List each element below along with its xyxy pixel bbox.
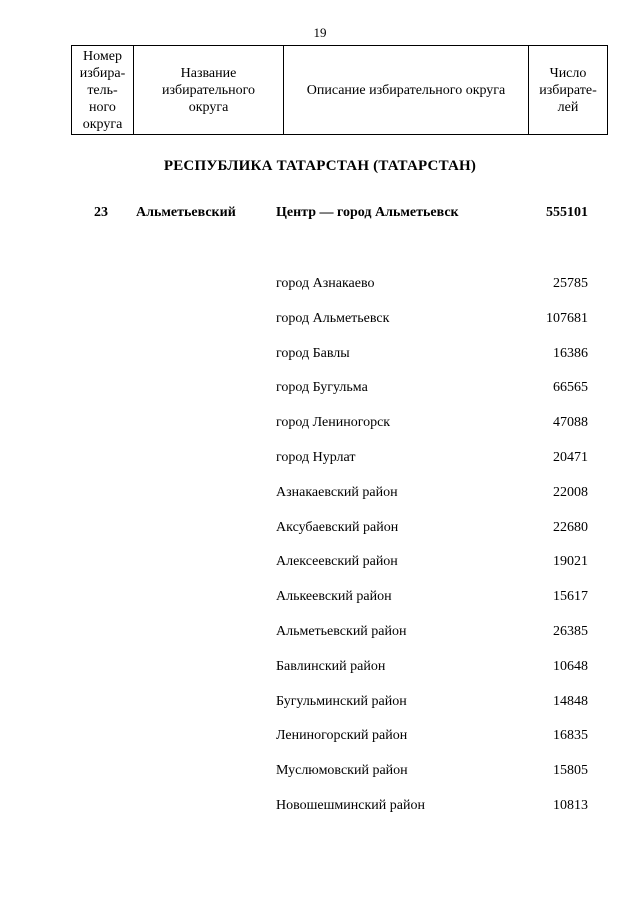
- header-line: избира-: [79, 65, 126, 81]
- district-description: Центр — город Альметьевск: [276, 205, 459, 220]
- entry-voters: 10813: [553, 797, 588, 813]
- entry-voters: 66565: [553, 380, 588, 396]
- entry-name: город Бавлы: [276, 345, 350, 361]
- entry-name: Лениногорский район: [276, 728, 408, 744]
- entry-name: Азнакаевский район: [276, 484, 398, 500]
- list-item: [0, 311, 640, 346]
- list-item: [0, 694, 640, 729]
- region-title: РЕСПУБЛИКА ТАТАРСТАН (ТАТАРСТАН): [163, 158, 477, 174]
- entry-voters: 16835: [553, 728, 588, 744]
- entry-name: Новошешминский район: [276, 797, 425, 813]
- entry-name: город Лениногорск: [276, 415, 391, 431]
- header-line: Число: [549, 65, 587, 81]
- entry-name: Аксубаевский район: [276, 519, 399, 535]
- entry-name: город Нурлат: [276, 449, 356, 465]
- entry-name: Альметьевский район: [276, 623, 407, 639]
- district-number: 23: [94, 205, 108, 220]
- list-item: [0, 276, 640, 311]
- entry-name: Муслюмовский район: [276, 763, 408, 779]
- header-voter-count: [529, 46, 608, 135]
- list-item: [0, 798, 640, 833]
- header-district-number: [72, 46, 134, 135]
- entry-name: Бавлинский район: [276, 658, 386, 674]
- header-line: избирательного: [161, 82, 256, 98]
- entry-list: [0, 276, 640, 833]
- list-item: [0, 520, 640, 555]
- list-item: [0, 659, 640, 694]
- list-item: [0, 728, 640, 763]
- entry-name: город Альметьевск: [276, 310, 390, 326]
- entry-voters: 15805: [553, 763, 588, 779]
- header-line: лей: [557, 99, 579, 115]
- header-district-name: [134, 46, 284, 135]
- entry-voters: 22008: [553, 484, 588, 500]
- entry-voters: 107681: [546, 310, 588, 326]
- entry-name: Алькеевский район: [276, 589, 392, 605]
- header-line: Номер: [83, 48, 122, 64]
- entry-voters: 16386: [553, 345, 588, 361]
- district-name: Альметьевский: [136, 205, 236, 220]
- entry-voters: 15617: [553, 589, 588, 605]
- list-item: [0, 485, 640, 520]
- header-line: тель-: [87, 82, 118, 98]
- district-row: [0, 205, 640, 225]
- entry-voters: 22680: [553, 519, 588, 535]
- header-line: округа: [188, 99, 229, 115]
- list-item: [0, 380, 640, 415]
- entry-voters: 14848: [553, 693, 588, 709]
- header-line: Название: [180, 65, 237, 81]
- list-item: [0, 554, 640, 589]
- list-item: [0, 624, 640, 659]
- entry-voters: 26385: [553, 623, 588, 639]
- header-line: округа: [82, 116, 123, 132]
- district-voters: 555101: [546, 205, 588, 220]
- list-item: [0, 450, 640, 485]
- entry-name: город Бугульма: [276, 380, 368, 396]
- header-table: [71, 45, 608, 135]
- list-item: [0, 415, 640, 450]
- list-item: [0, 763, 640, 798]
- entry-voters: 25785: [553, 276, 588, 291]
- entry-name: Алексеевский район: [276, 554, 398, 570]
- entry-name: Бугульминский район: [276, 693, 407, 709]
- header-district-description: Описание избирательного округа: [284, 46, 529, 135]
- header-line: ного: [89, 99, 116, 115]
- header-line: избирате-: [539, 82, 597, 98]
- entry-voters: 19021: [553, 554, 588, 570]
- entry-voters: 20471: [553, 449, 588, 465]
- list-item: [0, 589, 640, 624]
- entry-voters: 10648: [553, 658, 588, 674]
- page-number: 19: [313, 25, 327, 40]
- header-row: [72, 46, 608, 135]
- list-item: [0, 346, 640, 381]
- entry-name: город Азнакаево: [276, 276, 375, 291]
- entry-voters: 47088: [553, 415, 588, 431]
